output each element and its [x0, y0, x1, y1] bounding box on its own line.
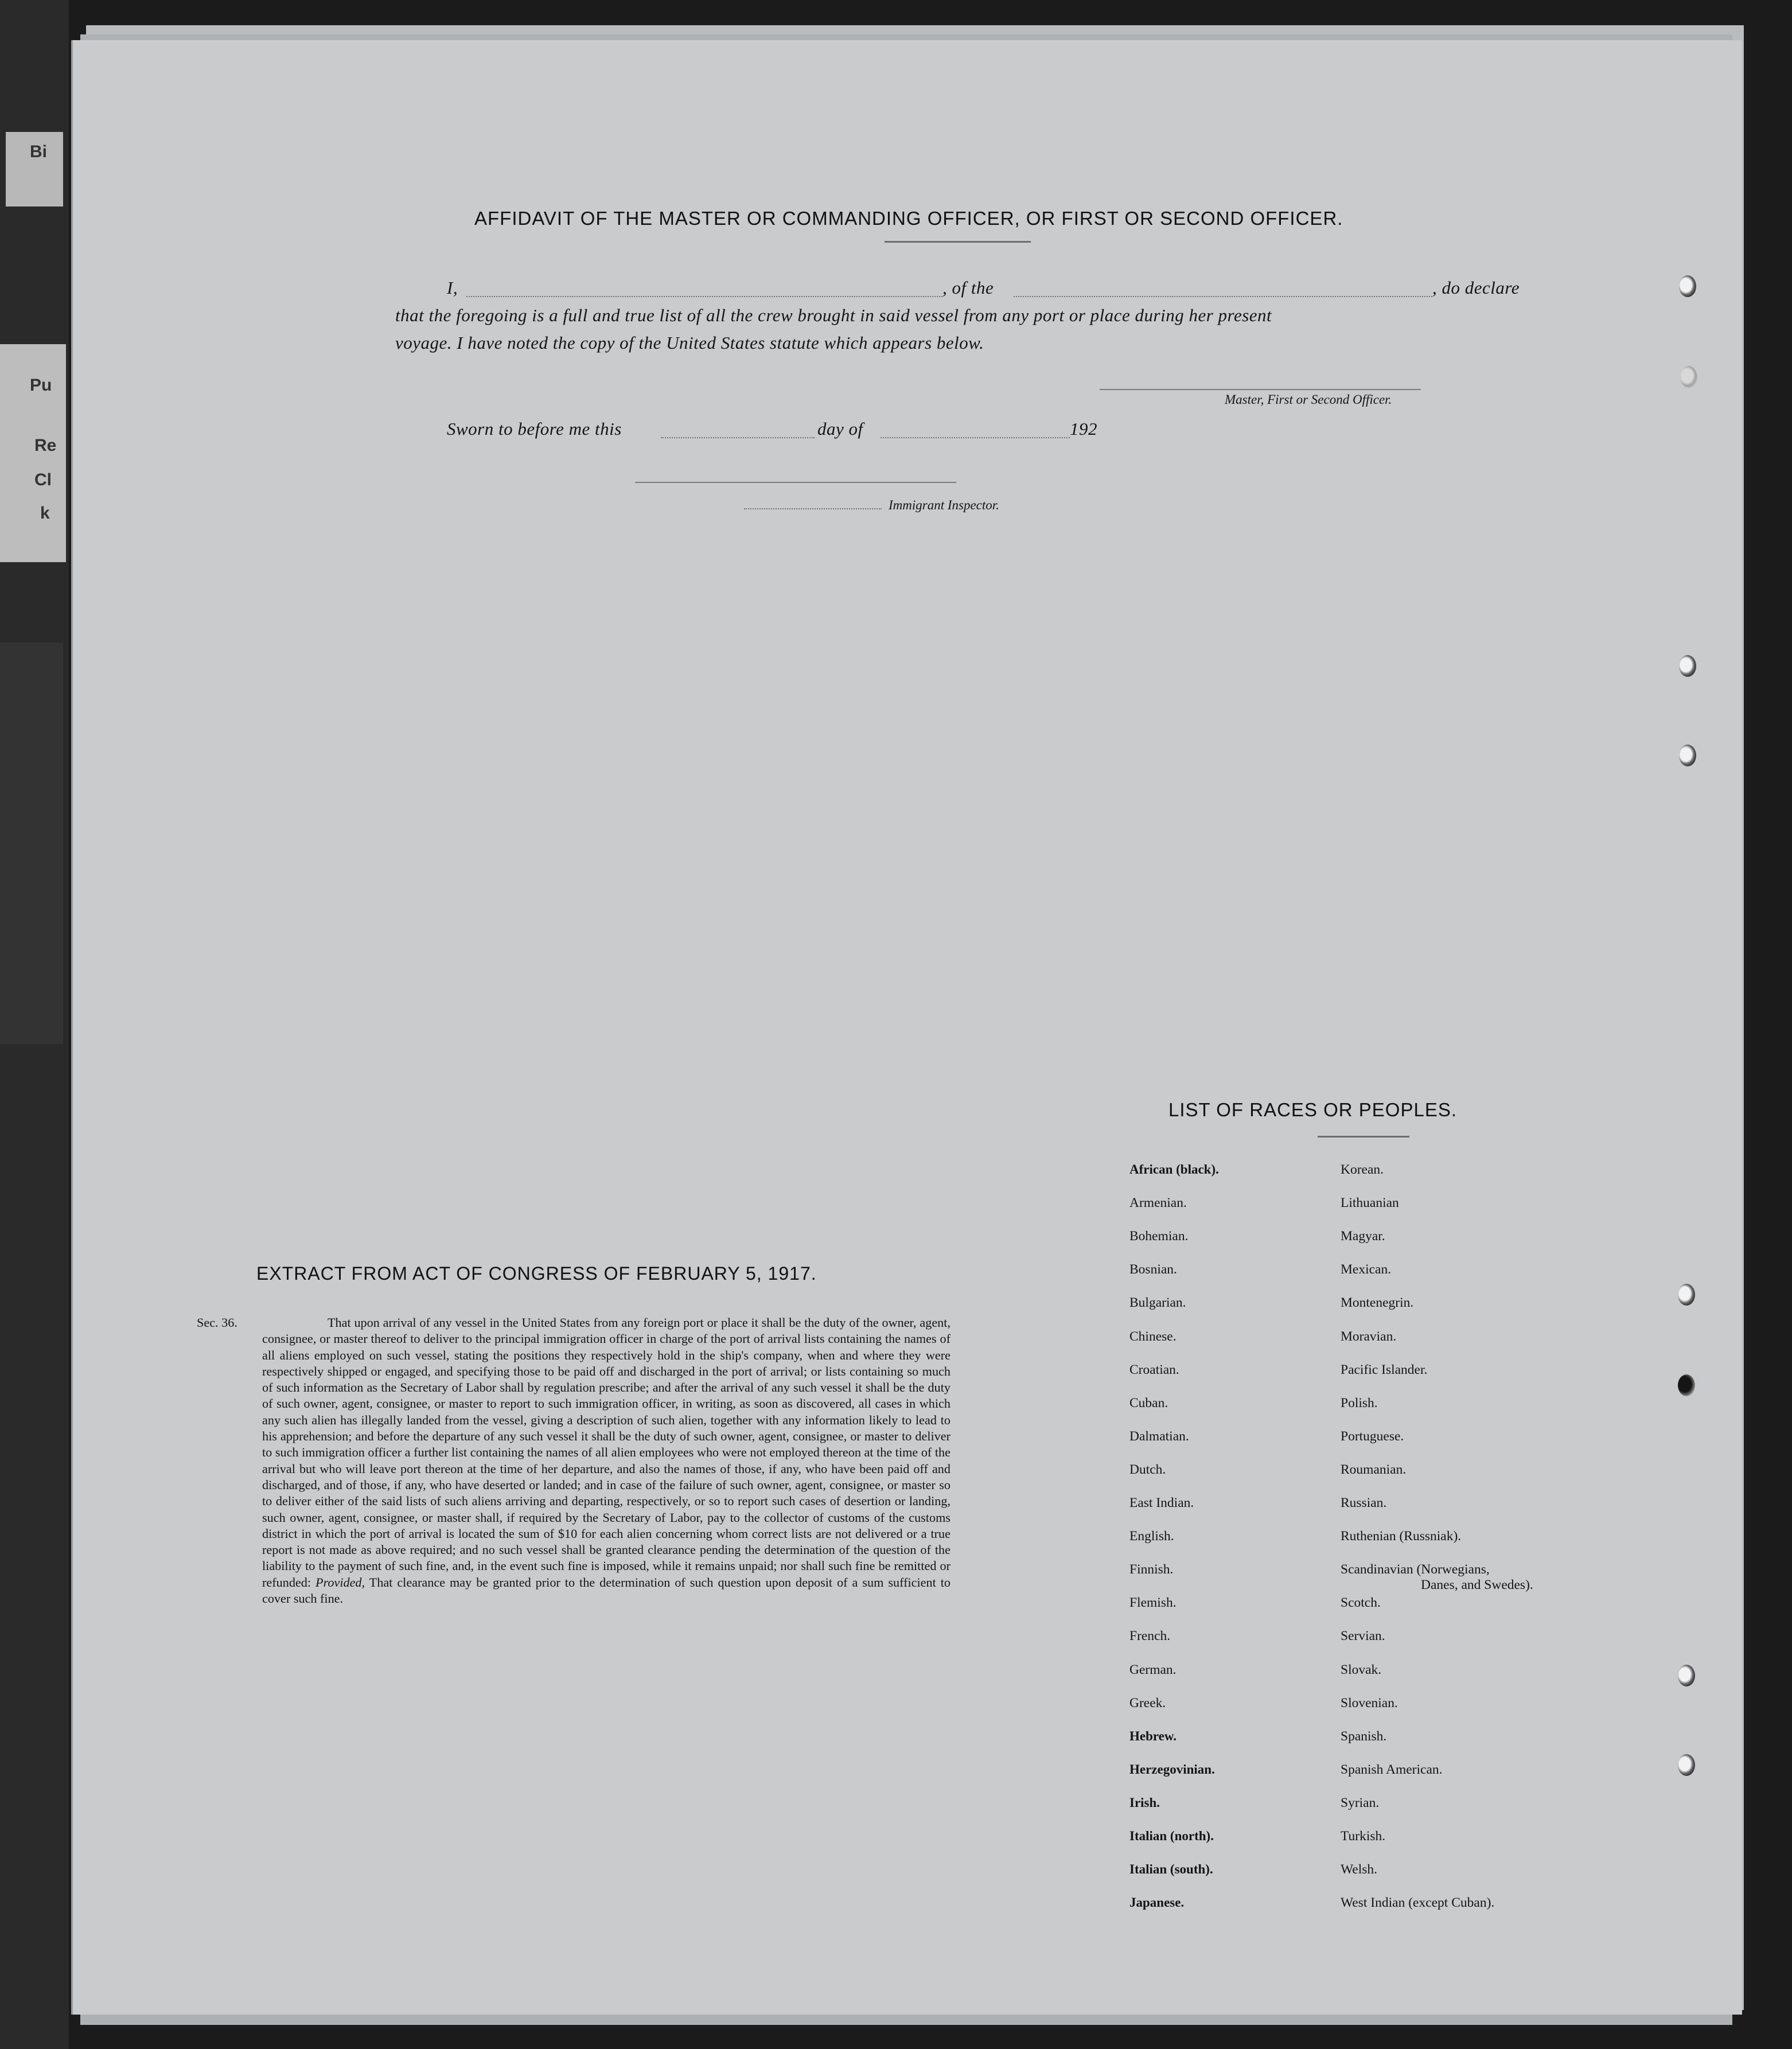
race-item-right: Slovak.	[1341, 1662, 1382, 1677]
race-item-right: Scandinavian (Norwegians,	[1341, 1562, 1490, 1577]
affidavit-i: I,	[447, 278, 458, 298]
edge-text-fragment: Pu	[30, 376, 52, 395]
scan-left-edge	[0, 0, 69, 2049]
race-item-left: German.	[1129, 1662, 1177, 1677]
race-item-left: African (black).	[1129, 1162, 1219, 1177]
race-item-right: Servian.	[1341, 1629, 1385, 1644]
show-through-text	[216, 155, 226, 181]
sworn-prefix: Sworn to before me this	[447, 419, 622, 439]
race-item-right: Magyar.	[1341, 1229, 1385, 1244]
binder-hole-icon	[1679, 655, 1696, 677]
binder-hole-icon	[1678, 1284, 1695, 1306]
race-continuation: Danes, and Swedes).	[1421, 1577, 1533, 1592]
race-item-left: Italian (south).	[1129, 1862, 1213, 1877]
race-item-right: Spanish American.	[1341, 1762, 1443, 1777]
section-label: Sec. 36.	[197, 1315, 237, 1330]
race-item-right: Mexican.	[1341, 1262, 1392, 1277]
affidavit-of-the: , of the	[942, 278, 994, 298]
race-item-left: French.	[1129, 1629, 1171, 1644]
extract-title: EXTRACT FROM ACT OF CONGRESS OF FEBRUARY 5, 1917.	[256, 1263, 817, 1284]
race-item-right: Slovenian.	[1341, 1695, 1398, 1711]
title-underline	[885, 241, 1031, 243]
race-item-right: Scotch.	[1341, 1595, 1381, 1611]
inspector-caption: Immigrant Inspector.	[889, 498, 999, 512]
race-item-right: Pacific Islander.	[1341, 1362, 1428, 1377]
race-item-right: Roumanian.	[1341, 1462, 1407, 1477]
race-item-left: Chinese.	[1129, 1329, 1177, 1344]
race-item-right: Spanish.	[1341, 1728, 1387, 1744]
affidavit-line3: voyage. I have noted the copy of the United States statute which appears below.	[395, 333, 984, 353]
binder-hole-icon	[1679, 275, 1696, 297]
race-item-right: Russian.	[1341, 1495, 1387, 1510]
edge-text-fragment: Bi	[30, 142, 47, 161]
vessel-name-field[interactable]	[1014, 296, 1432, 297]
inspector-dotline	[744, 508, 882, 509]
race-item-left: English.	[1129, 1529, 1174, 1544]
race-item-left: Bulgarian.	[1129, 1295, 1186, 1311]
edge-text-fragment: k	[40, 504, 50, 523]
adjacent-page-fragment	[0, 642, 63, 1044]
edge-text-fragment: Cl	[34, 470, 52, 489]
race-item-left: Croatian.	[1129, 1362, 1179, 1377]
race-item-left: Italian (north).	[1129, 1829, 1214, 1843]
race-item-left: Armenian.	[1129, 1195, 1187, 1211]
race-item-left: Bohemian.	[1129, 1229, 1189, 1244]
race-item-left: Japanese.	[1129, 1895, 1185, 1910]
race-item-left: Finnish.	[1129, 1562, 1174, 1577]
binder-hole-icon	[1679, 745, 1696, 766]
binder-hole-icon	[1680, 366, 1697, 388]
inspector-signature-line[interactable]	[635, 482, 956, 483]
proviso-word: Provided,	[315, 1575, 365, 1590]
signature-line[interactable]	[1100, 389, 1421, 390]
binder-hole-icon	[1678, 1754, 1695, 1776]
race-item-right: Lithuanian	[1341, 1195, 1399, 1211]
binder-hole-icon	[1678, 1665, 1695, 1686]
races-title: LIST OF RACES OR PEOPLES.	[1168, 1099, 1458, 1120]
race-item-right: Turkish.	[1341, 1829, 1386, 1844]
extract-body: That upon arrival of any vessel in the United States from any foreign port or place it shall be the duty of the owner, agent, consignee, or master thereof to deliver to the principal immigration officer in charge of the port of arrival lists containing the names of all aliens employed on such vessel, stating the positions they respectively hold in the ship's company, when and where they were respectively shipped or engaged, and specifying those to be paid off and discharged in the port of arrival; or lists containing so much of such information as the Secretary of Labor shall by regulation prescribe; and after the arrival of any such vessel it shall be the duty of such owner, agent, consignee, or master to report to such immigration officer, in writing, as soon as discovered, all cases in which any such alien has illegally landed from the vessel, giving a description of such alien, together with any information likely to lead to his apprehension; and before the departure of any such vessel it shall be the duty of such owner, agent, consignee, or master to deliver to such immigration officer a further list containing the names of all alien employees who were not employed thereon at the time of the arrival but who will leave port thereon at the time of her departure, and also the names of those, if any, who have been paid off and discharged, and of those, if any, who have deserted or landed; and in case of the failure of such owner, agent, consignee, or master so to deliver either of the said lists of such aliens arriving and departing, respectively, or so to report such cases of desertion or landing, such owner, agent, consignee, or master shall, if required by the Secretary of Labor, pay to the collector of customs of the customs district in which the port of arrival is located the sum of $10 for each alien concerning whom correct lists are not delivered or a true report is not made as above required; and no such vessel shall be granted clearance pending the determination of the question of the liability to the payment of such fine, and, in the event such fine is imposed, while it remains unpaid; nor shall such fine be remitted or refunded:	[262, 1315, 950, 1590]
sworn-day-of: day of	[817, 419, 863, 439]
race-item-right: Korean.	[1341, 1162, 1384, 1177]
race-item-left: Bosnian.	[1129, 1262, 1177, 1277]
race-item-right: Syrian.	[1341, 1795, 1380, 1810]
sworn-day-field[interactable]	[661, 437, 815, 438]
race-item-right: West Indian (except Cuban).	[1341, 1895, 1495, 1911]
race-item-left: Dutch.	[1129, 1462, 1166, 1477]
race-item-left: East Indian.	[1129, 1495, 1194, 1510]
sworn-year: 192	[1070, 419, 1097, 439]
race-item-left: Greek.	[1129, 1695, 1166, 1711]
race-item-left: Irish.	[1129, 1795, 1160, 1810]
race-item-left: Dalmatian.	[1129, 1428, 1189, 1444]
race-item-right: Polish.	[1341, 1395, 1378, 1411]
race-item-right: Montenegrin.	[1341, 1295, 1414, 1311]
race-item-left: Herzegovinian.	[1129, 1762, 1215, 1777]
race-item-right: Welsh.	[1341, 1862, 1378, 1877]
race-item-left: Cuban.	[1129, 1395, 1168, 1411]
affidavit-line2: that the foregoing is a full and true list of all the crew brought in said vessel from any port or place during her present	[395, 305, 1272, 325]
sworn-month-field[interactable]	[881, 437, 1070, 438]
affidavit-declare: , do declare	[1432, 278, 1520, 298]
race-item-left: Flemish.	[1129, 1595, 1177, 1611]
races-title-underline	[1318, 1136, 1409, 1138]
signature-caption: Master, First or Second Officer.	[1225, 392, 1392, 407]
affidavit-title: AFFIDAVIT OF THE MASTER OR COMMANDING OFFICER, OR FIRST OR SECOND OFFICER.	[474, 208, 1343, 229]
race-item-right: Moravian.	[1341, 1329, 1397, 1344]
binder-hole-icon	[1678, 1374, 1695, 1396]
edge-text-fragment: Re	[34, 436, 57, 455]
race-item-left: Hebrew.	[1129, 1728, 1177, 1743]
race-item-right: Portuguese.	[1341, 1428, 1404, 1444]
proviso-text: That clearance may be granted prior to the determination of such question upon deposit of a sum sufficient to cover such fine.	[262, 1575, 950, 1606]
form-page	[71, 40, 1742, 2015]
race-item-right: Ruthenian (Russniak).	[1341, 1529, 1462, 1544]
extract-paragraph	[197, 1315, 950, 1607]
master-name-field[interactable]	[466, 296, 942, 297]
